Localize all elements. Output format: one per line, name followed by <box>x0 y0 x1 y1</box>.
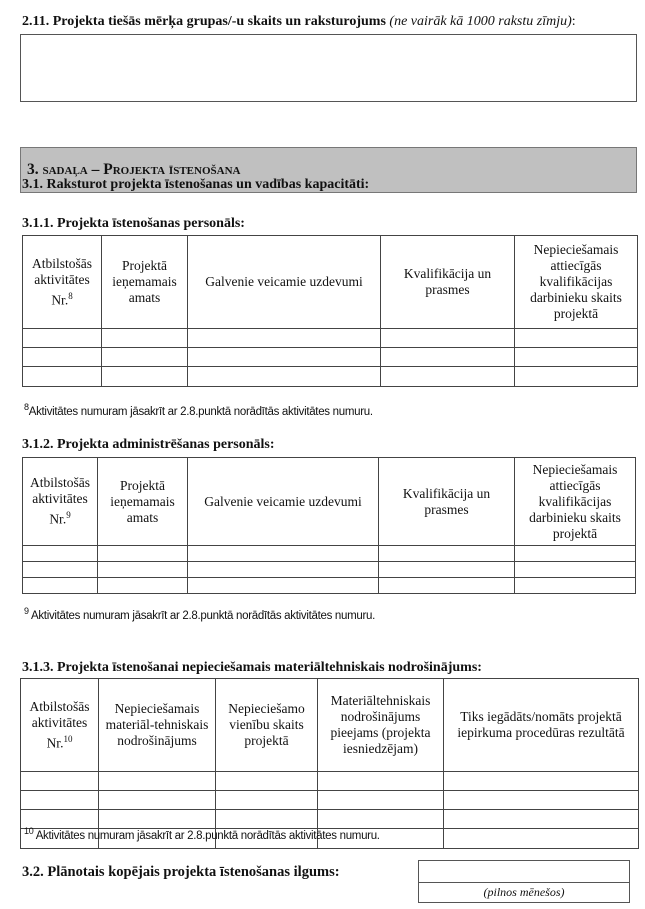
col-header: Projektā ieņemamais amats <box>98 458 188 546</box>
table-cell[interactable] <box>188 367 381 387</box>
table-row <box>23 367 638 387</box>
table-row <box>23 329 638 348</box>
table-cell[interactable] <box>381 348 515 367</box>
table-cell[interactable] <box>188 546 379 562</box>
colon: : <box>571 14 576 29</box>
table-cell[interactable] <box>23 367 102 387</box>
table-cell[interactable] <box>444 772 639 791</box>
footnote-10-final: $^{10}$ Aktivitātes numuram jāsakrīt ar 2.8.punktā norādītās aktivitātes numuru. <box>24 826 380 842</box>
table-cell[interactable] <box>515 367 638 387</box>
duration-unit-label: (pilnos mēnešos) <box>418 882 630 903</box>
table-header-row <box>21 679 639 772</box>
col-header: Atbilstošās aktivitātes Nr.$^9$ <box>23 458 98 546</box>
table-cell[interactable] <box>23 578 98 594</box>
table-cell[interactable] <box>23 546 98 562</box>
col-header: Materiāltehniskais nodrošinājums pieejams (projekta iesniedzējam) <box>318 679 444 772</box>
table-cell[interactable] <box>515 546 636 562</box>
table-row <box>21 791 639 810</box>
implementation-staff-table <box>22 235 638 387</box>
table-cell[interactable] <box>515 329 638 348</box>
section-title: sadaļa – Projekta īstenošana <box>42 161 241 178</box>
table-row <box>23 348 638 367</box>
table-header-row <box>23 458 636 546</box>
table-cell[interactable] <box>318 791 444 810</box>
table-cell[interactable] <box>102 329 188 348</box>
admin-staff-table <box>22 457 636 594</box>
col-header: Kvalifikācija un prasmes <box>379 458 515 546</box>
col-header: Atbilstošās aktivitātes Nr.$^{10}$ <box>21 679 99 772</box>
table-cell[interactable] <box>102 348 188 367</box>
table-cell[interactable] <box>379 578 515 594</box>
table-cell[interactable] <box>379 546 515 562</box>
col-header: Galvenie veicamie uzdevumi <box>188 236 381 329</box>
col-header: Kvalifikācija un prasmes <box>381 236 515 329</box>
table-cell[interactable] <box>98 578 188 594</box>
table-cell[interactable] <box>444 791 639 810</box>
section-2-11-heading <box>22 14 576 30</box>
col-header: Nepieciešamo vienību skaits projektā <box>216 679 318 772</box>
material-technical-table <box>20 678 639 849</box>
heading-text: 2.11. Projekta tiešās mērķa grupas/-u skaits un raksturojums <box>22 14 386 29</box>
table-header-row <box>23 236 638 329</box>
table-row <box>23 562 636 578</box>
table-cell[interactable] <box>444 810 639 829</box>
col-header: Nepieciešamais materiāl-tehniskais nodrošinājums <box>99 679 216 772</box>
heading-note: (ne vairāk kā 1000 rakstu zīmju) <box>389 14 572 29</box>
table-cell[interactable] <box>216 772 318 791</box>
section-3-1-2-heading: 3.1.2. Projekta administrēšanas personāls: <box>22 437 275 452</box>
table-cell[interactable] <box>21 772 99 791</box>
duration-input[interactable] <box>418 860 630 883</box>
table-cell[interactable] <box>515 562 636 578</box>
target-group-textarea[interactable] <box>20 34 637 102</box>
table-cell[interactable] <box>23 329 102 348</box>
table-cell[interactable] <box>444 829 639 849</box>
table-cell[interactable] <box>318 772 444 791</box>
section-3-2-heading: 3.2. Plānotais kopējais projekta īstenošanas ilgums: <box>22 864 340 880</box>
table-cell[interactable] <box>515 578 636 594</box>
col-header: Nepieciešamais attiecīgās kvalifikācijas darbinieku skaits projektā <box>515 458 636 546</box>
table-cell[interactable] <box>98 562 188 578</box>
table-cell[interactable] <box>21 791 99 810</box>
section-3-1-3-heading: 3.1.3. Projekta īstenošanai nepieciešamais materiāltehniskais nodrošinājums: <box>22 660 482 675</box>
table-cell[interactable] <box>379 562 515 578</box>
table-cell[interactable] <box>23 348 102 367</box>
col-header: Projektā ieņemamais amats <box>102 236 188 329</box>
table-cell[interactable] <box>23 562 98 578</box>
table-row <box>21 772 639 791</box>
table-cell[interactable] <box>102 367 188 387</box>
table-cell[interactable] <box>216 791 318 810</box>
section-3-1-heading: 3.1. Raksturot projekta īstenošanas un vadības kapacitāti: <box>22 177 370 192</box>
table-cell[interactable] <box>188 329 381 348</box>
table-cell[interactable] <box>98 546 188 562</box>
col-header: Tiks iegādāts/nomāts projektā iepirkuma procedūras rezultātā <box>444 679 639 772</box>
table-row <box>23 546 636 562</box>
table-cell[interactable] <box>381 367 515 387</box>
table-cell[interactable] <box>188 348 381 367</box>
table-cell[interactable] <box>188 578 379 594</box>
table-cell[interactable] <box>99 772 216 791</box>
col-header: Nepieciešamais attiecīgās kvalifikācijas darbinieku skaits projektā <box>515 236 638 329</box>
table-cell[interactable] <box>381 329 515 348</box>
table-cell[interactable] <box>515 348 638 367</box>
footnote-8: $^8$Aktivitātes numuram jāsakrīt ar 2.8.punktā norādītās aktivitātes numuru. <box>24 402 373 418</box>
table-cell[interactable] <box>188 562 379 578</box>
table-row <box>23 578 636 594</box>
footnote-9: $^9$ Aktivitātes numuram jāsakrīt ar 2.8.punktā norādītās aktivitātes numuru. <box>24 606 375 622</box>
section-number: 3. <box>27 161 39 178</box>
table-cell[interactable] <box>99 791 216 810</box>
section-3-1-1-heading: 3.1.1. Projekta īstenošanas personāls: <box>22 216 245 231</box>
col-header: Galvenie veicamie uzdevumi <box>188 458 379 546</box>
col-header: Atbilstošās aktivitātes Nr.$^8$ <box>23 236 102 329</box>
